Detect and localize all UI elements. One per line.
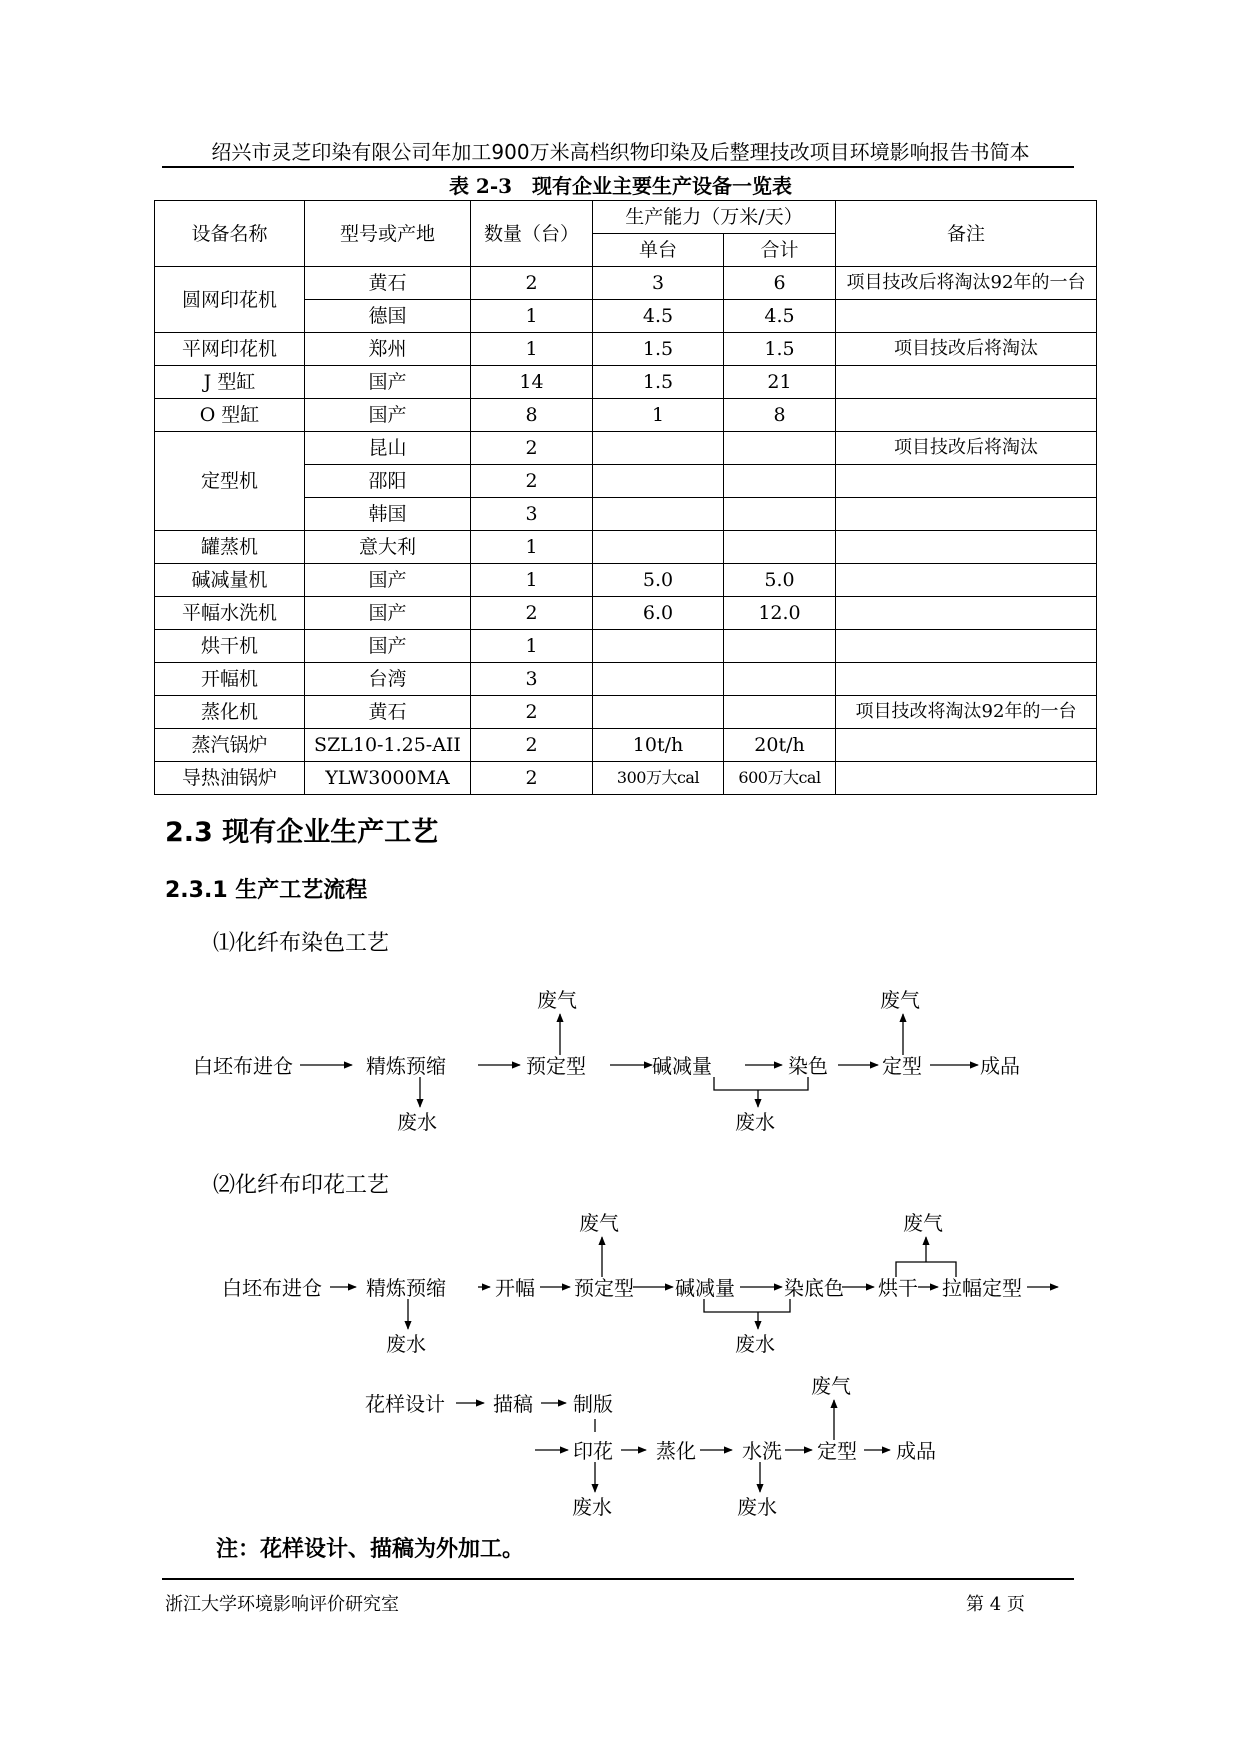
cell-name: 开幅机 bbox=[155, 663, 305, 696]
cell-model: 郑州 bbox=[305, 333, 471, 366]
footer-institution: 浙江大学环境影响评价研究室 bbox=[165, 1594, 399, 1615]
flow2-water-label: 废水 bbox=[735, 1332, 775, 1356]
cell-count: 1 bbox=[471, 333, 593, 366]
cell-single: 6.0 bbox=[593, 597, 724, 630]
cell-single: 1.5 bbox=[593, 333, 724, 366]
cell-total: 5.0 bbox=[724, 564, 836, 597]
header-count: 数量（台） bbox=[471, 201, 593, 267]
header-name: 设备名称 bbox=[155, 201, 305, 267]
header-single: 单台 bbox=[593, 234, 724, 267]
flow1-step: 碱减量 bbox=[652, 1054, 712, 1078]
cell-remark: 项目技改后将淘汰 bbox=[836, 333, 1097, 366]
process-title-printing: ⑵化纤布印花工艺 bbox=[213, 1173, 390, 1198]
cell-count: 1 bbox=[471, 531, 593, 564]
header-total: 合计 bbox=[724, 234, 836, 267]
flow2-step: 白坯布进仓 bbox=[222, 1276, 322, 1300]
cell-total: 6 bbox=[724, 267, 836, 300]
cell-name: 平网印花机 bbox=[155, 333, 305, 366]
cell-model: YLW3000MA bbox=[305, 762, 471, 795]
process-title-dyeing: ⑴化纤布染色工艺 bbox=[213, 931, 390, 956]
cell-single: 1 bbox=[593, 399, 724, 432]
flow1-step: 染色 bbox=[788, 1054, 828, 1078]
cell-single: 10t/h bbox=[593, 729, 724, 762]
cell-count: 14 bbox=[471, 366, 593, 399]
cell-name: 罐蒸机 bbox=[155, 531, 305, 564]
flow1-water-label: 废水 bbox=[397, 1110, 437, 1134]
cell-name: 烘干机 bbox=[155, 630, 305, 663]
cell-count: 2 bbox=[471, 696, 593, 729]
cell-name: 蒸汽锅炉 bbox=[155, 729, 305, 762]
flow3-water-label: 废水 bbox=[737, 1495, 777, 1519]
cell-remark: 项目技改后将淘汰92年的一台 bbox=[836, 267, 1097, 300]
flow3-gas-label: 废气 bbox=[811, 1374, 851, 1398]
cell-model: 国产 bbox=[305, 366, 471, 399]
flow1-step: 定型 bbox=[882, 1054, 922, 1078]
cell-remark: 项目技改后将淘汰 bbox=[836, 432, 1097, 465]
cell-single: 4.5 bbox=[593, 300, 724, 333]
cell-single: 5.0 bbox=[593, 564, 724, 597]
cell-total: 20t/h bbox=[724, 729, 836, 762]
flow2-step: 精炼预缩 bbox=[366, 1276, 446, 1300]
cell-single: 300万大cal bbox=[593, 762, 724, 795]
cell-name: 导热油锅炉 bbox=[155, 762, 305, 795]
cell-count: 2 bbox=[471, 432, 593, 465]
flow2-step: 染底色 bbox=[784, 1276, 844, 1300]
header-capacity: 生产能力（万米/天） bbox=[593, 201, 836, 234]
cell-total: 12.0 bbox=[724, 597, 836, 630]
cell-model: 意大利 bbox=[305, 531, 471, 564]
cell-total: 600万大cal bbox=[724, 762, 836, 795]
flow3-step: 蒸化 bbox=[656, 1439, 696, 1463]
cell-count: 3 bbox=[471, 663, 593, 696]
cell-count: 2 bbox=[471, 267, 593, 300]
flow3-step: 定型 bbox=[817, 1439, 857, 1463]
cell-total: 8 bbox=[724, 399, 836, 432]
flow1-step: 精炼预缩 bbox=[366, 1054, 446, 1078]
cell-model: 韩国 bbox=[305, 498, 471, 531]
cell-model: 国产 bbox=[305, 630, 471, 663]
cell-name: O 型缸 bbox=[155, 399, 305, 432]
flow1-gas-label: 废气 bbox=[880, 988, 920, 1012]
cell-model: 黄石 bbox=[305, 696, 471, 729]
table-caption: 表 2-3 现有企业主要生产设备一览表 bbox=[448, 174, 793, 198]
cell-count: 2 bbox=[471, 465, 593, 498]
flow3-step: 成品 bbox=[896, 1439, 936, 1463]
flow3-step: 水洗 bbox=[742, 1439, 782, 1463]
page-number: 第 4 页 bbox=[966, 1594, 1025, 1615]
flow1-step: 成品 bbox=[980, 1054, 1020, 1078]
flow3-design-step: 制版 bbox=[573, 1392, 613, 1416]
flow1-water-label: 废水 bbox=[735, 1110, 775, 1134]
header-remark: 备注 bbox=[836, 201, 1097, 267]
flow2-gas-label: 废气 bbox=[579, 1211, 619, 1235]
cell-model: 国产 bbox=[305, 564, 471, 597]
footer-rule bbox=[162, 1578, 1074, 1580]
flow2-step: 碱减量 bbox=[675, 1276, 735, 1300]
cell-name: 定型机 bbox=[155, 432, 305, 531]
cell-name: 平幅水洗机 bbox=[155, 597, 305, 630]
flow3-water-label: 废水 bbox=[572, 1495, 612, 1519]
cell-model: 国产 bbox=[305, 399, 471, 432]
cell-model: 昆山 bbox=[305, 432, 471, 465]
cell-total: 1.5 bbox=[724, 333, 836, 366]
section-heading: 2.3 现有企业生产工艺 bbox=[165, 817, 439, 848]
cell-count: 2 bbox=[471, 729, 593, 762]
cell-model: 台湾 bbox=[305, 663, 471, 696]
cell-model: 德国 bbox=[305, 300, 471, 333]
cell-total: 21 bbox=[724, 366, 836, 399]
flow2-step: 烘干 bbox=[878, 1276, 918, 1300]
flow2-step: 拉幅定型 bbox=[942, 1276, 1022, 1300]
flow2-step: 预定型 bbox=[574, 1276, 634, 1300]
cell-model: 邵阳 bbox=[305, 465, 471, 498]
cell-model: 国产 bbox=[305, 597, 471, 630]
flow3-design-step: 花样设计 bbox=[365, 1392, 445, 1416]
flow1-step: 预定型 bbox=[526, 1054, 586, 1078]
cell-remark: 项目技改将淘汰92年的一台 bbox=[836, 696, 1097, 729]
cell-total: 4.5 bbox=[724, 300, 836, 333]
flow2-step: 开幅 bbox=[495, 1276, 535, 1300]
cell-name: 圆网印花机 bbox=[155, 267, 305, 333]
cell-count: 2 bbox=[471, 762, 593, 795]
flow3-design-step: 描稿 bbox=[493, 1392, 533, 1416]
cell-model: SZL10-1.25-AII bbox=[305, 729, 471, 762]
cell-count: 1 bbox=[471, 300, 593, 333]
cell-name: 蒸化机 bbox=[155, 696, 305, 729]
cell-count: 1 bbox=[471, 564, 593, 597]
cell-count: 1 bbox=[471, 630, 593, 663]
document-header-title: 绍兴市灵芝印染有限公司年加工900万米高档织物印染及后整理技改项目环境影响报告书简本 bbox=[211, 140, 1030, 164]
cell-model: 黄石 bbox=[305, 267, 471, 300]
cell-single: 3 bbox=[593, 267, 724, 300]
flow1-step: 白坯布进仓 bbox=[193, 1054, 293, 1078]
subsection-heading: 2.3.1 生产工艺流程 bbox=[165, 878, 368, 903]
cell-name: 碱减量机 bbox=[155, 564, 305, 597]
footnote: 注：花样设计、描稿为外加工。 bbox=[216, 1537, 525, 1562]
cell-name: J 型缸 bbox=[155, 366, 305, 399]
cell-count: 2 bbox=[471, 597, 593, 630]
flow2-gas-label: 废气 bbox=[903, 1211, 943, 1235]
flow2-water-label: 废水 bbox=[386, 1332, 426, 1356]
cell-count: 8 bbox=[471, 399, 593, 432]
cell-count: 3 bbox=[471, 498, 593, 531]
flow1-gas-label: 废气 bbox=[537, 988, 577, 1012]
cell-single: 1.5 bbox=[593, 366, 724, 399]
header-model: 型号或产地 bbox=[305, 201, 471, 267]
flow3-step: 印花 bbox=[573, 1439, 613, 1463]
